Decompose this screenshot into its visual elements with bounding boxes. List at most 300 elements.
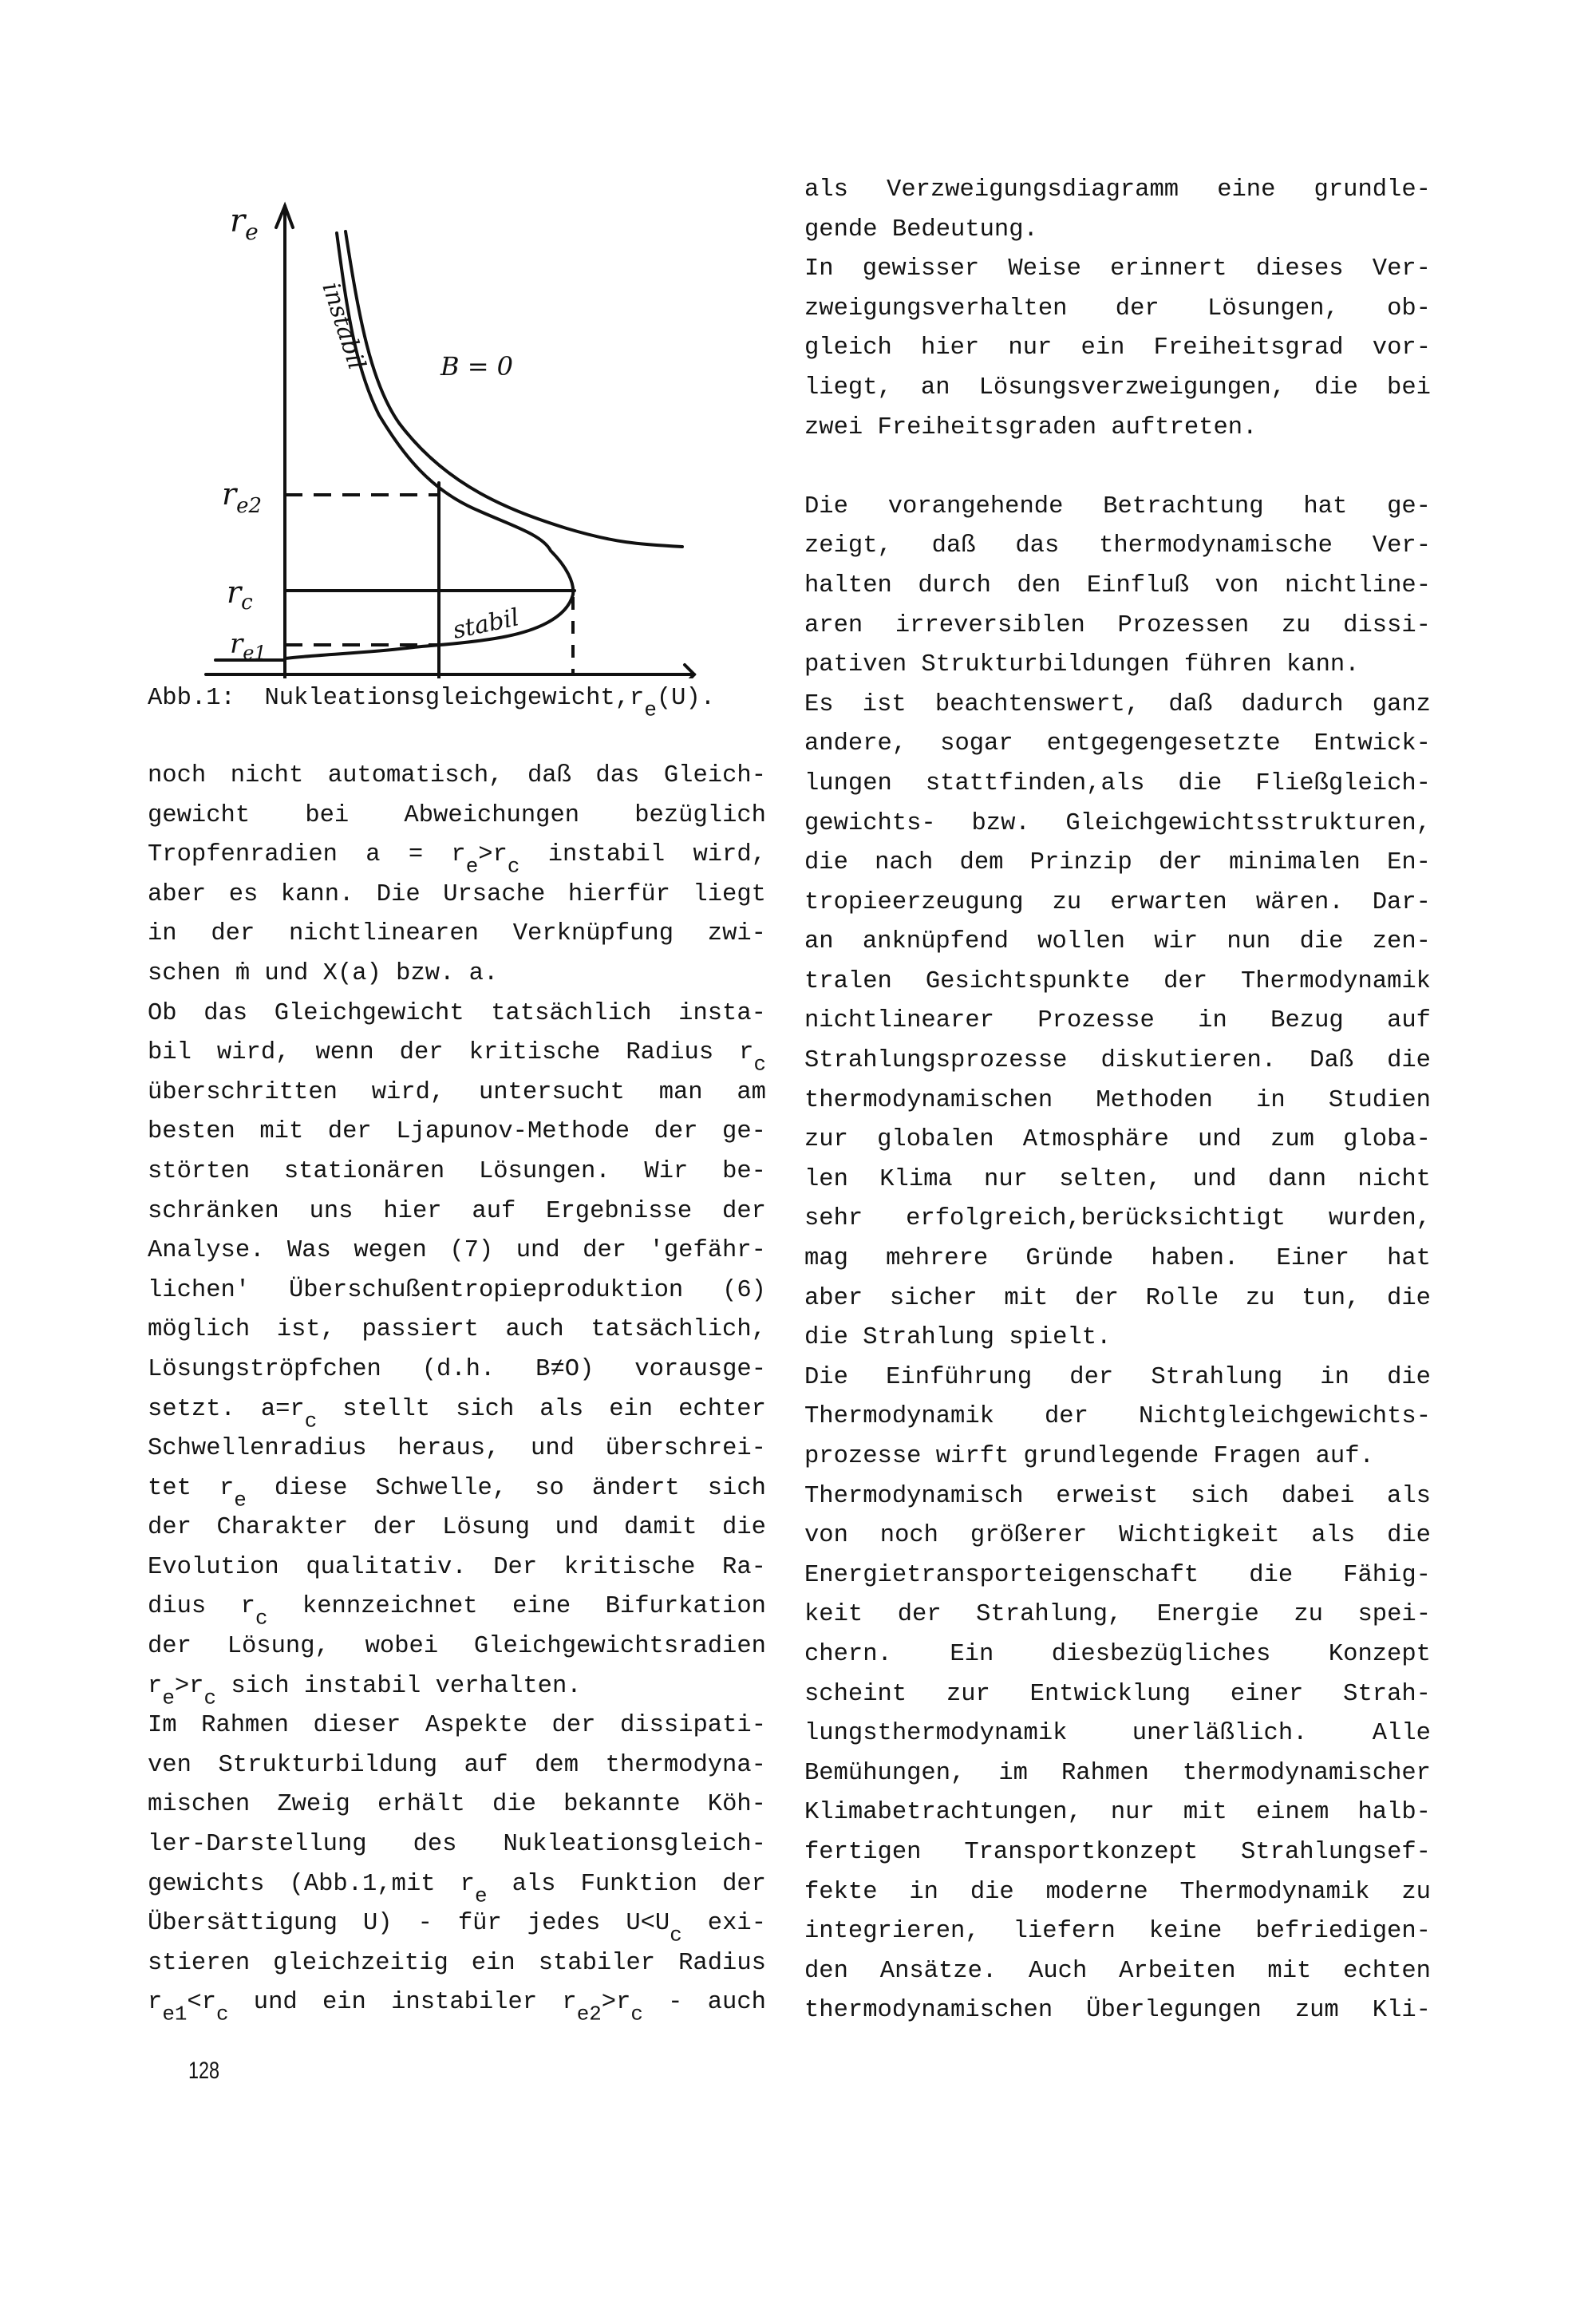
- word: der: [1069, 1363, 1114, 1391]
- word: zu: [1281, 611, 1311, 639]
- word: überschrei-: [605, 1435, 766, 1463]
- word: liegt: [693, 880, 766, 908]
- word: der: [399, 1039, 444, 1067]
- word: beachtenswert,: [934, 690, 1140, 718]
- word: vorangehende: [887, 492, 1064, 520]
- word: vorausge-: [634, 1355, 766, 1383]
- word: Übersättigung: [148, 1910, 338, 1938]
- word: ist: [862, 690, 907, 718]
- word: Was: [286, 1237, 331, 1265]
- word: Tropfenradien: [148, 841, 338, 869]
- word: kennzeichnet: [302, 1593, 478, 1621]
- word: (6): [722, 1276, 766, 1304]
- word: Fragen: [1213, 1443, 1302, 1470]
- word: thermodyna-: [605, 1751, 766, 1779]
- text-line: [804, 211, 1431, 251]
- text-line: [804, 1675, 1431, 1715]
- word: ge-: [722, 1118, 766, 1146]
- word: und: [1197, 1126, 1242, 1154]
- word: Einfluß: [1086, 571, 1189, 599]
- word: stationären: [283, 1157, 445, 1185]
- text-line: [804, 1042, 1431, 1081]
- word: Lösung,: [227, 1633, 330, 1661]
- word: wird,: [371, 1078, 445, 1106]
- word: (Abb.1,mit: [289, 1870, 436, 1898]
- word: der: [583, 1237, 627, 1265]
- word: an: [804, 928, 834, 956]
- region-label-unstable: instabil: [316, 279, 371, 374]
- word: Aspekte: [425, 1712, 527, 1740]
- word: Klimabetrachtungen,: [804, 1799, 1082, 1827]
- word: instabiler: [391, 1989, 538, 2017]
- word: lungen: [804, 769, 892, 797]
- text-line: [804, 527, 1431, 567]
- text-line: [148, 1390, 766, 1433]
- text-line: [804, 1002, 1431, 1042]
- word: Freiheitsgrad: [1153, 334, 1344, 362]
- word: Die: [804, 1363, 848, 1391]
- figure-caption: [148, 685, 716, 722]
- word: das: [595, 762, 640, 789]
- word: Lösungen,: [1207, 295, 1339, 322]
- word: Überlegungen: [1086, 1997, 1262, 2025]
- word: zur: [804, 1126, 848, 1154]
- word: aber: [148, 880, 207, 908]
- word: der: [327, 1118, 372, 1146]
- text-line: [804, 1398, 1431, 1437]
- word: als: [804, 176, 848, 204]
- word: Strahlungsef-: [1241, 1838, 1431, 1866]
- word: liefern: [1013, 1918, 1116, 1946]
- word: dadurch: [1241, 690, 1344, 718]
- word: mit: [1183, 1799, 1227, 1827]
- word: diesbezügliches: [1051, 1640, 1271, 1668]
- word: überschritten: [148, 1078, 338, 1106]
- word: grundle-: [1314, 176, 1431, 204]
- word: exi-: [707, 1910, 766, 1938]
- text-line: [804, 1793, 1431, 1833]
- word: wirft: [935, 1443, 1009, 1470]
- word: passiert: [361, 1316, 479, 1344]
- word: prozesse: [804, 1443, 922, 1470]
- word: nichtlinearen: [289, 920, 479, 948]
- word: von: [804, 1522, 848, 1550]
- text-line: [804, 1754, 1431, 1794]
- word: Gleichgewicht: [274, 999, 464, 1027]
- word: Dar-: [1372, 888, 1431, 916]
- text-line: [148, 1865, 766, 1908]
- word: U): [362, 1910, 393, 1938]
- word: entgegengesetzte: [1046, 730, 1281, 758]
- word: die: [1249, 1561, 1294, 1589]
- text-line: [804, 1714, 1431, 1754]
- word: von: [1215, 571, 1259, 599]
- text-line: [148, 836, 766, 879]
- word: mit: [1267, 1957, 1312, 1985]
- word: Ansätze.: [879, 1957, 998, 1985]
- word: dissi-: [1343, 611, 1431, 639]
- word: Schwellenradius: [148, 1435, 367, 1463]
- word: $r_c$: [240, 1593, 268, 1631]
- word: zu: [1294, 1601, 1323, 1629]
- word: $U<U_c$: [626, 1910, 682, 1947]
- text-line: [804, 725, 1431, 765]
- word: Transportkonzept: [964, 1838, 1199, 1866]
- word: und: [264, 959, 309, 987]
- word: sicher: [889, 1284, 978, 1312]
- text-line: [148, 1152, 766, 1192]
- word: der: [373, 1514, 417, 1542]
- word: damit: [623, 1514, 697, 1542]
- word: len: [804, 1165, 848, 1193]
- word: Bedeutung.: [891, 215, 1038, 243]
- text-line: [804, 171, 1431, 211]
- word: Die: [376, 880, 421, 908]
- word: Strukturbildung: [218, 1751, 438, 1779]
- word: nichtline-: [1284, 571, 1431, 599]
- word: Schwelle,: [375, 1474, 508, 1502]
- word: durch: [918, 571, 991, 599]
- word: mit: [259, 1118, 304, 1146]
- caption-suffix: (U).: [656, 685, 716, 712]
- word: moderne: [1045, 1878, 1148, 1906]
- word: andere,: [804, 730, 907, 758]
- text-line: [148, 757, 766, 797]
- word: Klima: [879, 1165, 953, 1193]
- word: ganz: [1372, 690, 1431, 718]
- word: bei: [305, 801, 350, 829]
- text-line: [148, 797, 766, 836]
- text-line: [148, 1587, 766, 1631]
- word: ein: [322, 1989, 366, 2017]
- word: thermodynamischen: [804, 1997, 1053, 2025]
- word: gewichts: [148, 1870, 265, 1898]
- word: halb-: [1357, 1799, 1431, 1827]
- word: zwi-: [707, 920, 766, 948]
- word: daß: [527, 762, 571, 789]
- text-line: [148, 1271, 766, 1311]
- text-line: [804, 567, 1431, 607]
- word: zum: [1294, 1997, 1339, 2025]
- text-line: [148, 1469, 766, 1512]
- word: nur: [984, 1165, 1028, 1193]
- word: Charakter: [216, 1514, 349, 1542]
- left-text-column: [148, 757, 766, 2026]
- word: noch: [148, 762, 207, 789]
- word: haben.: [1151, 1245, 1239, 1273]
- word: globalen: [877, 1126, 994, 1154]
- word: wenn: [315, 1039, 374, 1067]
- text-line: [804, 409, 1431, 449]
- word: wären.: [1255, 888, 1344, 916]
- word: stabiler: [538, 1949, 656, 1977]
- word: zu: [1245, 1284, 1275, 1312]
- text-line: [148, 1825, 766, 1865]
- word: der: [1044, 1403, 1088, 1431]
- word: wird,: [216, 1039, 290, 1067]
- word: Analyse.: [148, 1237, 265, 1265]
- word: ein: [471, 1949, 516, 1977]
- word: Strah-: [1343, 1680, 1431, 1708]
- word: Gleichgewichtsstrukturen,: [1065, 809, 1431, 837]
- word: ge-: [1387, 492, 1431, 520]
- word: Rolle: [1145, 1284, 1219, 1312]
- word: Ljapunov-Methode: [396, 1118, 630, 1146]
- word: Ver-: [1372, 255, 1431, 283]
- text-line: [148, 915, 766, 955]
- word: aren: [804, 611, 863, 639]
- word: störten: [148, 1157, 251, 1185]
- word: den: [804, 1957, 848, 1985]
- word: $r_{e2}>r_c$: [562, 1989, 643, 2026]
- word: zu: [1052, 888, 1082, 916]
- word: thermodynamischer: [1182, 1759, 1431, 1787]
- word: a: [365, 841, 381, 869]
- text-line: [804, 765, 1431, 805]
- word: daß: [1168, 690, 1213, 718]
- word: gleichzeitig: [273, 1949, 448, 1977]
- right-text-column: [804, 171, 1431, 2031]
- word: kritische: [468, 1039, 601, 1067]
- word: erhält: [377, 1791, 465, 1819]
- text-line: [148, 1944, 766, 1984]
- word: Ob: [148, 999, 177, 1027]
- word: heraus,: [397, 1435, 500, 1463]
- word: zu: [1401, 1878, 1431, 1906]
- word: nichtlinearer: [804, 1007, 994, 1035]
- word: sich: [231, 1672, 290, 1700]
- word: Bezug: [1270, 1007, 1344, 1035]
- word: der: [148, 1514, 192, 1542]
- word: automatisch,: [327, 762, 504, 789]
- word: die: [722, 1514, 766, 1542]
- word: eine: [512, 1593, 571, 1621]
- word: minimalen: [1229, 849, 1361, 877]
- word: der: [1163, 967, 1208, 995]
- word: kann.: [1286, 651, 1360, 679]
- word: Thermodynamik: [804, 1403, 994, 1431]
- text-line: [804, 448, 1431, 488]
- word: die: [1387, 1047, 1431, 1075]
- word: Funktion: [580, 1870, 697, 1898]
- word: Evolution: [148, 1553, 279, 1581]
- word: In: [804, 255, 834, 283]
- word: wurden,: [1328, 1205, 1431, 1233]
- word: Radius: [678, 1949, 766, 1977]
- word: echten: [1343, 1957, 1431, 1985]
- y-axis-label: $r_e$: [230, 203, 259, 245]
- text-line: [804, 488, 1431, 528]
- word: nach: [875, 849, 934, 877]
- word: instabil: [303, 1672, 421, 1700]
- word: keine: [1148, 1918, 1223, 1946]
- word: 'gefähr-: [649, 1237, 766, 1265]
- text-line: [804, 607, 1431, 646]
- word: $r_e$: [460, 1870, 488, 1908]
- word: Thermodynamik: [1179, 1878, 1370, 1906]
- word: diskutieren.: [1100, 1047, 1277, 1075]
- word: der: [211, 920, 255, 948]
- word: ein: [1080, 334, 1125, 362]
- word: scheint: [804, 1680, 907, 1708]
- text-line: [148, 1034, 766, 1077]
- word: spielt.: [1009, 1324, 1112, 1352]
- word: selten,: [1059, 1165, 1162, 1193]
- word: dem: [959, 849, 1004, 877]
- figure-nucleation-diagram: [192, 184, 750, 678]
- word: Nukleationsgleich-: [503, 1831, 766, 1859]
- word: thermodynamische: [1099, 532, 1333, 560]
- word: des: [413, 1831, 457, 1859]
- word: zwei: [804, 413, 863, 441]
- word: es: [228, 880, 259, 908]
- word: in: [148, 920, 177, 948]
- word: möglich: [148, 1316, 251, 1344]
- word: Alle: [1372, 1720, 1431, 1748]
- text-line: [804, 369, 1431, 409]
- word: in: [909, 1878, 938, 1906]
- word: Prinzip: [1029, 849, 1132, 877]
- word: Entwicklung: [1029, 1680, 1191, 1708]
- word: bzw.: [971, 809, 1030, 837]
- word: und: [516, 1237, 560, 1265]
- text-line: [804, 646, 1431, 686]
- word: =: [408, 841, 424, 869]
- word: verhalten.: [435, 1672, 582, 1700]
- text-line: [804, 1595, 1431, 1635]
- word: fekte: [804, 1878, 878, 1906]
- word: lichen': [148, 1276, 251, 1304]
- word: Lösungsverzweigungen,: [978, 374, 1286, 401]
- tick-label-re1: $r_{e1}$: [230, 628, 267, 664]
- word: vor-: [1372, 334, 1431, 362]
- word: Bemühungen,: [804, 1759, 966, 1787]
- word: wir: [1154, 928, 1199, 956]
- word: gleich: [804, 334, 892, 362]
- word: an: [920, 374, 950, 401]
- text-line: [804, 1160, 1431, 1200]
- word: erwarten: [1110, 888, 1227, 916]
- word: mehrere: [886, 1245, 989, 1273]
- text-line: [148, 1232, 766, 1271]
- text-line: [804, 290, 1431, 330]
- word: wegen: [354, 1237, 427, 1265]
- word: dieses: [1255, 255, 1344, 283]
- word: im: [998, 1759, 1028, 1787]
- word: führen: [1183, 651, 1272, 679]
- word: $r_e>r_c$: [148, 1672, 217, 1710]
- text-line: [804, 1556, 1431, 1596]
- word: Methoden: [1096, 1086, 1213, 1114]
- word: Köh-: [707, 1791, 766, 1819]
- word: auf.: [1315, 1443, 1374, 1470]
- word: als: [512, 1870, 556, 1898]
- word: fertigen: [804, 1838, 922, 1866]
- region-label-stable: stabil: [450, 603, 522, 645]
- word: Strahlung: [1151, 1363, 1283, 1391]
- word: nur: [1110, 1799, 1155, 1827]
- word: eine: [1217, 176, 1276, 204]
- word: man: [658, 1078, 703, 1106]
- word: $r_{e1}<r_c$: [148, 1989, 229, 2026]
- word: setzt.: [148, 1395, 235, 1423]
- curve-label-b-zero: B = 0: [440, 351, 514, 382]
- text-line: [804, 963, 1431, 1002]
- word: der: [1075, 1284, 1119, 1312]
- word: bzw.: [396, 959, 455, 987]
- word: nun: [1227, 928, 1271, 956]
- word: erfolgreich,berücksichtigt: [906, 1205, 1286, 1233]
- word: qualitativ.: [306, 1553, 467, 1581]
- word: Rahmen: [1061, 1759, 1149, 1787]
- word: wird,: [693, 841, 766, 869]
- word: so: [535, 1474, 564, 1502]
- word: besten: [148, 1118, 235, 1146]
- word: globa-: [1343, 1126, 1431, 1154]
- word: und: [555, 1514, 599, 1542]
- word: mit: [1004, 1284, 1049, 1312]
- word: größerer: [970, 1522, 1088, 1550]
- word: hier: [383, 1197, 442, 1225]
- word: grundlegende: [1023, 1443, 1199, 1470]
- word: zum: [1270, 1126, 1314, 1154]
- word: Thermodynamik: [1241, 967, 1431, 995]
- word: tropieerzeugung: [804, 888, 1024, 916]
- word: bil: [148, 1039, 192, 1067]
- word: auftreten.: [1111, 413, 1258, 441]
- text-line: [804, 1200, 1431, 1239]
- text-line: [804, 923, 1431, 963]
- text-line: [148, 1073, 766, 1113]
- word: befriedigen-: [1255, 1918, 1431, 1946]
- word: lungsthermodynamik: [804, 1720, 1068, 1748]
- word: Strahlung,: [976, 1601, 1123, 1629]
- word: der: [897, 1601, 942, 1629]
- word: Wichtigkeit: [1119, 1522, 1280, 1550]
- word: Strukturbildungen: [921, 651, 1170, 679]
- word: gewisser: [862, 255, 980, 283]
- word: Zweig: [277, 1791, 350, 1819]
- text-line: [148, 876, 766, 915]
- word: diese: [274, 1474, 348, 1502]
- word: einer: [1230, 1680, 1304, 1708]
- word: Entwick-: [1314, 730, 1431, 758]
- text-line: [148, 1667, 766, 1710]
- text-line: [804, 1516, 1431, 1556]
- text-line: [804, 805, 1431, 844]
- text-line: [804, 1358, 1431, 1398]
- word: gewichts-: [804, 809, 936, 837]
- text-line: [804, 1477, 1431, 1517]
- word: Es: [804, 690, 834, 718]
- word: kritische: [563, 1553, 696, 1581]
- text-line: [804, 250, 1431, 290]
- word: der: [722, 1197, 766, 1225]
- text-line: [804, 1437, 1431, 1477]
- text-line: [804, 1873, 1431, 1913]
- word: stieren: [148, 1949, 251, 1977]
- word: ob-: [1387, 295, 1431, 322]
- word: Überschußentropieproduktion: [289, 1276, 684, 1304]
- caption-subscript: e: [644, 698, 657, 722]
- text-line: [804, 844, 1431, 884]
- word: wobei: [365, 1633, 439, 1661]
- word: der: [148, 1633, 192, 1661]
- word: a.: [468, 959, 499, 987]
- word: tatsächlich: [491, 999, 652, 1027]
- word: tralen: [804, 967, 892, 995]
- word: sogar: [940, 730, 1013, 758]
